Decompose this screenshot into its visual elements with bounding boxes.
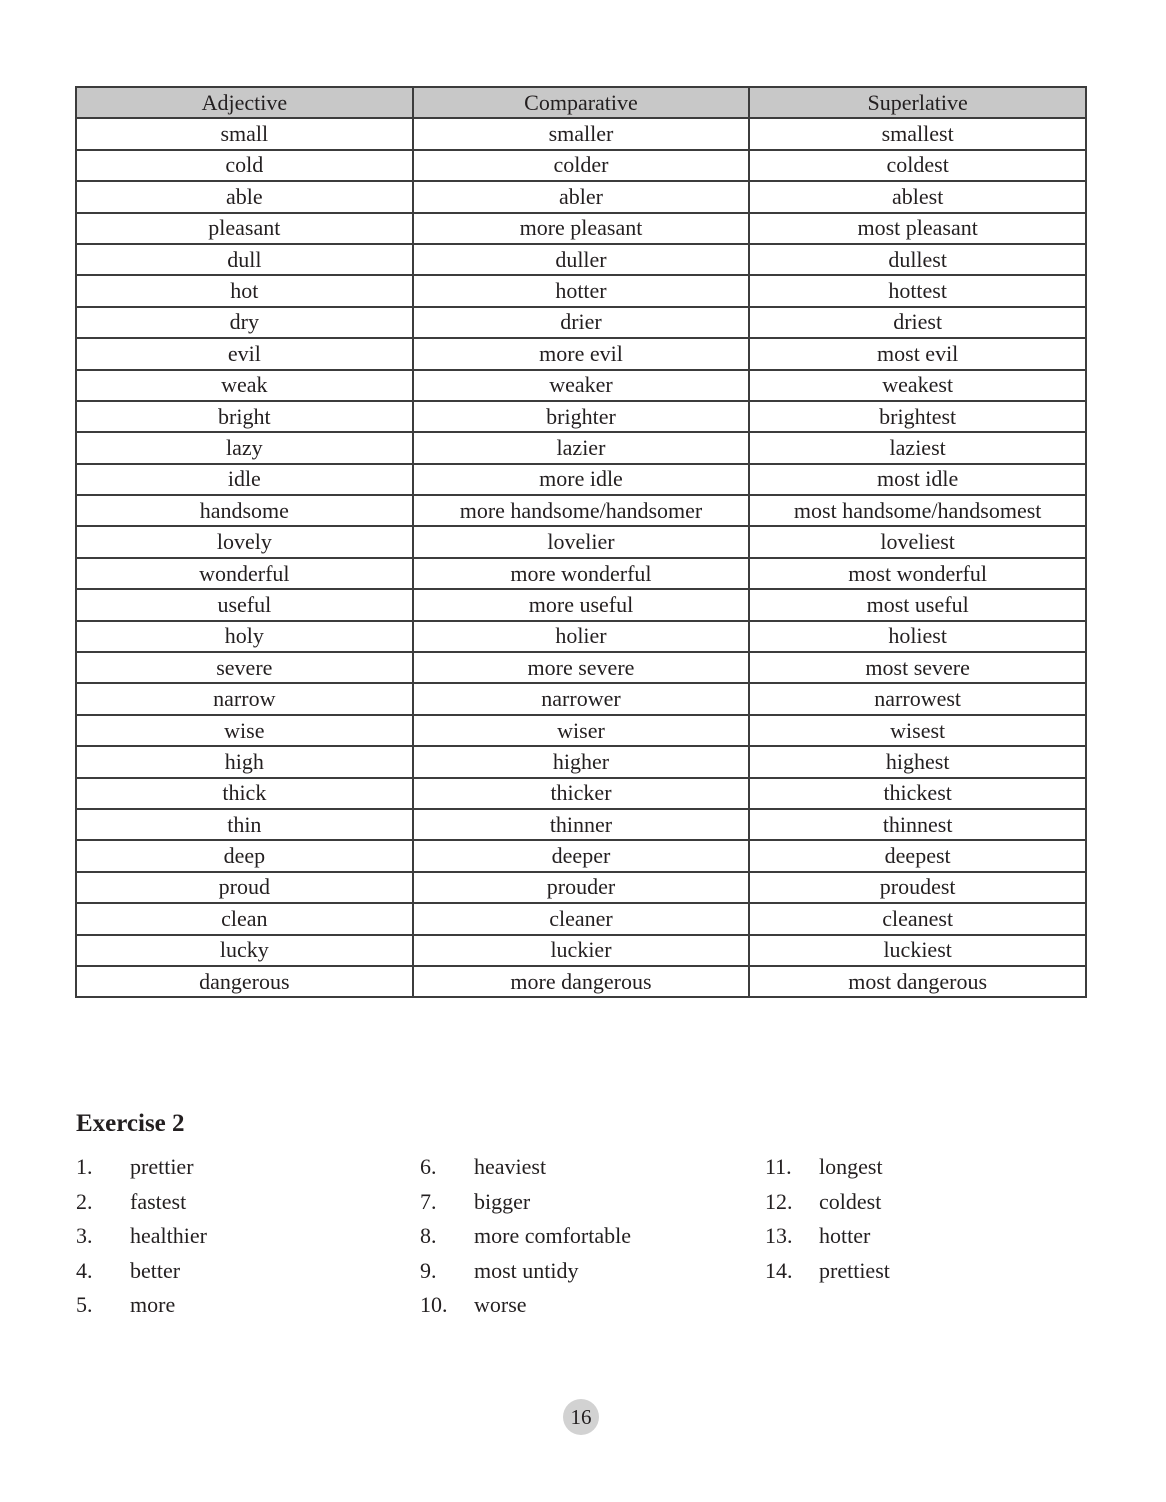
exercise-item-number: 2. <box>76 1188 93 1214</box>
column-header-comparative: Comparative <box>413 87 750 118</box>
adjective-cell: clean <box>76 903 413 934</box>
comparative-cell: drier <box>413 307 750 338</box>
exercise-item <box>765 1219 890 1254</box>
comparative-cell: holier <box>413 621 750 652</box>
exercise-item <box>76 1288 207 1323</box>
table-row <box>76 778 1086 809</box>
comparative-cell: lazier <box>413 432 750 463</box>
superlative-cell: most dangerous <box>749 966 1086 997</box>
adjective-cell: thick <box>76 778 413 809</box>
superlative-cell: laziest <box>749 432 1086 463</box>
exercise-item-number: 7. <box>420 1188 437 1214</box>
comparative-cell: more handsome/handsomer <box>413 495 750 526</box>
exercise-item-answer: better <box>130 1257 181 1283</box>
exercise-item <box>76 1185 207 1220</box>
table-row <box>76 935 1086 966</box>
exercise-item-number: 8. <box>420 1223 437 1248</box>
exercise-item-answer: heaviest <box>474 1154 547 1179</box>
adjective-cell: lovely <box>76 526 413 557</box>
superlative-cell: most useful <box>749 589 1086 620</box>
adjective-cell: evil <box>76 338 413 369</box>
table-row <box>76 275 1086 306</box>
adjective-cell: holy <box>76 621 413 652</box>
exercise-item-number: 14. <box>765 1257 793 1283</box>
comparative-cell: weaker <box>413 370 750 401</box>
column-header-adjective: Adjective <box>76 87 413 118</box>
comparative-cell: thinner <box>413 809 750 840</box>
table-row <box>76 809 1086 840</box>
table-row <box>76 903 1086 934</box>
superlative-cell: brightest <box>749 401 1086 432</box>
table-row <box>76 213 1086 244</box>
adjective-cell: narrow <box>76 683 413 714</box>
adjective-cell: bright <box>76 401 413 432</box>
comparative-cell: colder <box>413 150 750 181</box>
comparative-cell: wiser <box>413 715 750 746</box>
table-row <box>76 307 1086 338</box>
exercise-item-answer: bigger <box>474 1188 531 1214</box>
comparative-cell: narrower <box>413 683 750 714</box>
superlative-cell: holiest <box>749 621 1086 652</box>
table-row <box>76 370 1086 401</box>
superlative-cell: ablest <box>749 181 1086 212</box>
exercise-item <box>76 1219 207 1254</box>
exercise-item-answer: most untidy <box>474 1257 579 1283</box>
comparative-cell: luckier <box>413 935 750 966</box>
table-row <box>76 181 1086 212</box>
adjective-cell: lucky <box>76 935 413 966</box>
exercise-item-number: 3. <box>76 1223 93 1248</box>
exercise-item <box>420 1288 631 1323</box>
superlative-cell: weakest <box>749 370 1086 401</box>
exercise-item-number: 5. <box>76 1292 93 1317</box>
exercise-column-1 <box>76 1150 207 1323</box>
superlative-cell: coldest <box>749 150 1086 181</box>
exercise-item <box>420 1219 631 1254</box>
adjective-cell: handsome <box>76 495 413 526</box>
table-row <box>76 621 1086 652</box>
comparative-cell: lovelier <box>413 526 750 557</box>
exercise-item <box>420 1254 631 1289</box>
superlative-cell: cleanest <box>749 903 1086 934</box>
adjective-cell: useful <box>76 589 413 620</box>
table-row <box>76 558 1086 589</box>
comparative-cell: duller <box>413 244 750 275</box>
comparative-cell: more idle <box>413 464 750 495</box>
superlative-cell: luckiest <box>749 935 1086 966</box>
adjective-cell: dangerous <box>76 966 413 997</box>
superlative-cell: most severe <box>749 652 1086 683</box>
adjective-cell: idle <box>76 464 413 495</box>
superlative-cell: thinnest <box>749 809 1086 840</box>
adjective-cell: proud <box>76 872 413 903</box>
superlative-cell: hottest <box>749 275 1086 306</box>
exercise-item-answer: fastest <box>130 1188 187 1214</box>
exercise-item <box>76 1254 207 1289</box>
superlative-cell: most pleasant <box>749 213 1086 244</box>
exercise-item-answer: prettiest <box>819 1257 890 1283</box>
exercise-item-number: 4. <box>76 1257 93 1283</box>
comparative-cell: more severe <box>413 652 750 683</box>
comparative-cell: thicker <box>413 778 750 809</box>
adjective-cell: wonderful <box>76 558 413 589</box>
comparative-cell: more wonderful <box>413 558 750 589</box>
superlative-cell: deepest <box>749 840 1086 871</box>
table-row <box>76 840 1086 871</box>
table-row <box>76 401 1086 432</box>
exercise-item-answer: coldest <box>819 1188 882 1214</box>
exercise-item-number: 13. <box>765 1223 793 1248</box>
adjective-cell: high <box>76 746 413 777</box>
comparative-cell: cleaner <box>413 903 750 934</box>
comparative-cell: deeper <box>413 840 750 871</box>
superlative-cell: most handsome/handsomest <box>749 495 1086 526</box>
superlative-cell: wisest <box>749 715 1086 746</box>
comparative-cell: hotter <box>413 275 750 306</box>
adjective-cell: thin <box>76 809 413 840</box>
comparative-cell: more dangerous <box>413 966 750 997</box>
table-row <box>76 526 1086 557</box>
exercise-item-answer: worse <box>474 1292 527 1317</box>
table-row <box>76 872 1086 903</box>
column-header-superlative: Superlative <box>749 87 1086 118</box>
table-row <box>76 715 1086 746</box>
exercise-item-answer: more <box>130 1292 176 1317</box>
adjective-cell: cold <box>76 150 413 181</box>
table-row <box>76 652 1086 683</box>
exercise-item <box>765 1185 890 1220</box>
table-row <box>76 244 1086 275</box>
table-row <box>76 683 1086 714</box>
exercise-item <box>765 1254 890 1289</box>
adjective-cell: able <box>76 181 413 212</box>
exercise-item-number: 9. <box>420 1257 437 1283</box>
adjective-cell: wise <box>76 715 413 746</box>
exercise-column-3 <box>765 1150 890 1288</box>
comparative-cell: brighter <box>413 401 750 432</box>
exercise-item-answer: longest <box>819 1154 883 1179</box>
comparative-cell: abler <box>413 181 750 212</box>
table-row <box>76 338 1086 369</box>
adjective-cell: pleasant <box>76 213 413 244</box>
comparative-cell: more evil <box>413 338 750 369</box>
superlative-cell: most evil <box>749 338 1086 369</box>
exercise-item-number: 10. <box>420 1292 448 1317</box>
exercise-item-number: 11. <box>765 1154 792 1179</box>
superlative-cell: driest <box>749 307 1086 338</box>
superlative-cell: narrowest <box>749 683 1086 714</box>
exercise-item <box>420 1185 631 1220</box>
superlative-cell: highest <box>749 746 1086 777</box>
exercise-item <box>420 1150 631 1185</box>
table-row <box>76 966 1086 997</box>
table-header-row <box>76 87 1086 118</box>
table-row <box>76 746 1086 777</box>
exercise-item-answer: healthier <box>130 1223 207 1248</box>
page-number: 16 <box>563 1399 599 1435</box>
adjective-table <box>75 86 1087 998</box>
adjective-cell: hot <box>76 275 413 306</box>
exercise-item-answer: hotter <box>819 1223 871 1248</box>
adjective-cell: dry <box>76 307 413 338</box>
adjective-cell: dull <box>76 244 413 275</box>
comparative-cell: smaller <box>413 118 750 149</box>
adjective-cell: weak <box>76 370 413 401</box>
adjective-cell: small <box>76 118 413 149</box>
table-row <box>76 150 1086 181</box>
exercise-title: Exercise 2 <box>76 1110 185 1137</box>
exercise-column-2 <box>420 1150 631 1323</box>
comparative-cell: more useful <box>413 589 750 620</box>
table-body <box>76 118 1086 997</box>
exercise-item-number: 6. <box>420 1154 437 1179</box>
comparative-cell: more pleasant <box>413 213 750 244</box>
comparative-cell: prouder <box>413 872 750 903</box>
exercise-item-answer: more comfortable <box>474 1223 631 1248</box>
table-row <box>76 589 1086 620</box>
exercise-item <box>76 1150 207 1185</box>
table-row <box>76 432 1086 463</box>
adjective-cell: deep <box>76 840 413 871</box>
exercise-item <box>765 1150 890 1185</box>
table-row <box>76 118 1086 149</box>
superlative-cell: thickest <box>749 778 1086 809</box>
table-row <box>76 464 1086 495</box>
adjective-cell: severe <box>76 652 413 683</box>
exercise-item-number: 1. <box>76 1154 93 1179</box>
exercise-item-number: 12. <box>765 1188 793 1214</box>
exercise-item-answer: prettier <box>130 1154 194 1179</box>
superlative-cell: most idle <box>749 464 1086 495</box>
table-row <box>76 495 1086 526</box>
superlative-cell: proudest <box>749 872 1086 903</box>
comparative-cell: higher <box>413 746 750 777</box>
superlative-cell: most wonderful <box>749 558 1086 589</box>
superlative-cell: dullest <box>749 244 1086 275</box>
superlative-cell: smallest <box>749 118 1086 149</box>
adjective-cell: lazy <box>76 432 413 463</box>
superlative-cell: loveliest <box>749 526 1086 557</box>
